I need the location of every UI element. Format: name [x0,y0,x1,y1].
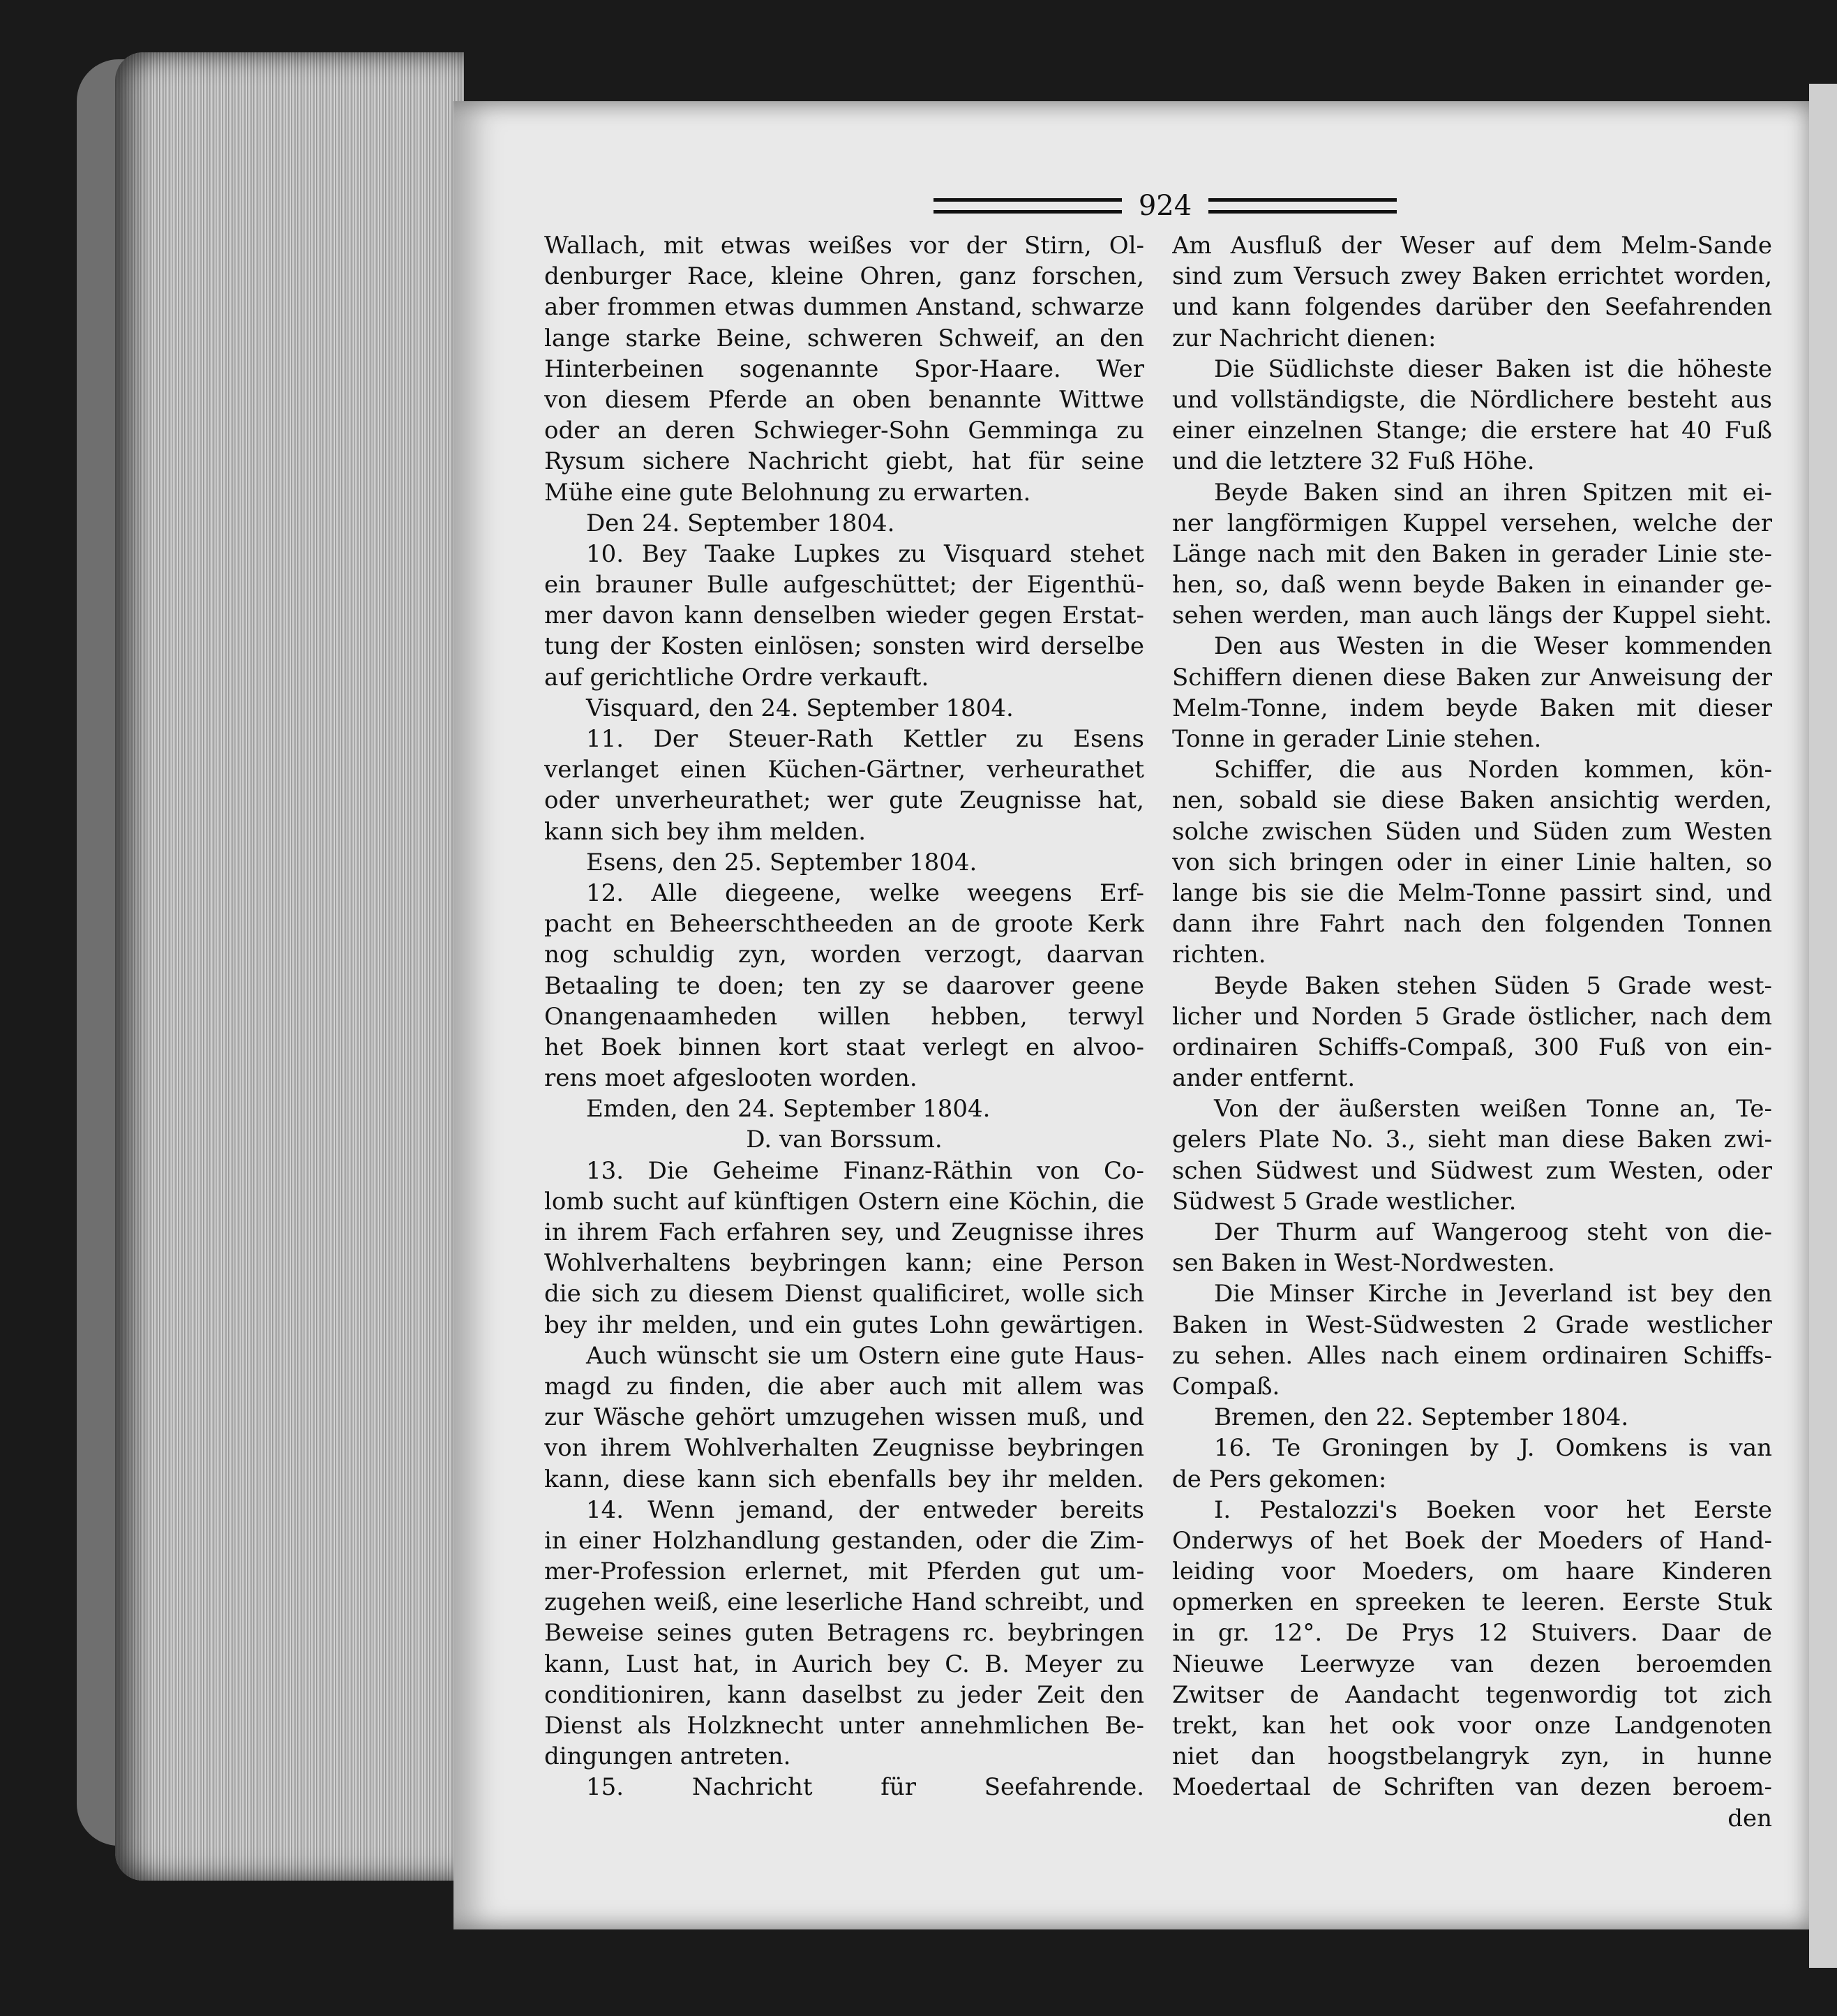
text-line: Rysum sichere Nachricht giebt, hat für seine [544,447,1144,476]
text-line: solche zwischen Süden und Süden zum Westen [1172,817,1772,846]
text-line: und vollständigste, die Nördlichere besteht aus [1172,385,1772,414]
text-line: lange starke Beine, schweren Schweif, an den [544,324,1144,352]
text-line: Länge nach mit den Baken in gerader Linie ste- [1172,539,1772,568]
text-line: lomb sucht auf künftigen Ostern eine Köchin, die [544,1187,1144,1216]
text-line: Betaaling te doen; ten zy se daarover geene [544,971,1144,1000]
text-line: ner langförmigen Kuppel versehen, welche der [1172,509,1772,537]
text-line: lange bis sie die Melm-Tonne passirt sind, und [1172,879,1772,907]
text-line: einer einzelnen Stange; die erstere hat 40 Fuß [1172,417,1772,445]
text-line: Den aus Westen in die Weser kommenden [1214,632,1772,661]
text-line: Von der äußersten weißen Tonne an, Te- [1214,1095,1772,1123]
text-line: Beyde Baken sind an ihren Spitzen mit ei- [1214,478,1772,507]
right-text-column [1172,230,1772,1834]
text-line: Wohlverhaltens beybringen kann; eine Person [544,1249,1144,1278]
text-line: dingungen antreten. [544,1742,791,1771]
page-edges [115,52,464,1881]
page-number: 924 [1138,190,1192,222]
text-line: ander entfernt. [1172,1064,1356,1093]
text-line: zugehen weiß, eine leserliche Hand schreibt, und [544,1588,1144,1617]
text-line: Die Südlichste dieser Baken ist die höheste [1214,354,1772,383]
text-line: Visquard, den 24. September 1804. [586,694,1014,722]
text-line: schen Südwest und Südwest zum Westen, oder [1172,1156,1772,1185]
text-line: conditioniren, kann daselbst zu jeder Zeit den [544,1680,1144,1709]
text-line: Tonne in gerader Linie stehen. [1172,725,1542,753]
text-line: denburger Race, kleine Ohren, ganz forschen, [544,262,1144,291]
text-line: D. van Borssum. [746,1126,943,1154]
text-line: in einer Holzhandlung gestanden, oder die Zim- [544,1526,1144,1555]
text-line: licher und Norden 5 Grade östlicher, nach dem [1172,1002,1772,1031]
text-line: Die Minser Kirche in Jeverland ist bey den [1214,1280,1772,1308]
text-line: opmerken en spreeken te leeren. Eerste Stuk [1172,1588,1772,1617]
text-line: und kann folgendes darüber den Seefahrenden [1172,293,1772,322]
text-line: 14. Wenn jemand, der entweder bereits [586,1495,1144,1524]
text-line: leiding voor Moeders, om haare Kinderen [1172,1558,1772,1586]
text-line: Onderwys of het Boek der Moeders of Hand- [1172,1526,1772,1555]
left-text-column [544,230,1144,1803]
text-line: von diesem Pferde an oben benannte Wittwe [544,385,1144,414]
text-line: mer-Profession erlernet, mit Pferden gut um- [544,1558,1144,1586]
text-line: nen, sobald sie diese Baken ansichtig werden, [1172,786,1772,815]
text-line: Südwest 5 Grade westlicher. [1172,1187,1517,1216]
text-line: Am Ausfluß der Weser auf dem Melm-Sande [1172,232,1772,260]
text-line: bey ihr melden, und ein gutes Lohn gewärtigen. [544,1311,1144,1339]
text-line: tung der Kosten einlösen; sonsten wird derselbe [544,632,1144,661]
text-line: von sich bringen oder in einer Linie halten, so [1172,848,1772,876]
text-line: 12. Alle diegeene, welke weegens Erf- [586,879,1144,907]
text-line: kann sich bey ihm melden. [544,817,867,846]
text-line: ordinairen Schiffs-Compaß, 300 Fuß von ein- [1172,1033,1772,1061]
text-line: sen Baken in West-Nordwesten. [1172,1249,1555,1278]
text-line: den [1727,1804,1772,1832]
text-line: in gr. 12°. De Prys 12 Stuivers. Daar de [1172,1619,1772,1648]
text-line: Esens, den 25. September 1804. [586,848,977,876]
text-line: die sich zu diesem Dienst qualificiret, wolle sich [544,1280,1144,1308]
text-line: Schiffern dienen diese Baken zur Anweisung der [1172,663,1772,692]
text-line: kann, Lust hat, in Aurich bey C. B. Meyer zu [544,1650,1144,1678]
text-line: zur Wäsche gehört umzugehen wissen muß, und [544,1403,1144,1432]
text-line: Auch wünscht sie um Ostern eine gute Haus- [586,1341,1144,1370]
text-line: dann ihre Fahrt nach den folgenden Tonnen [1172,910,1772,939]
text-line: zur Nachricht dienen: [1172,324,1437,352]
text-line: mer davon kann denselben wieder gegen Erstat- [544,602,1144,630]
text-line: Wallach, mit etwas weißes vor der Stirn, Ol- [544,232,1144,260]
text-line: Onangenaamheden willen hebben, terwyl [544,1002,1144,1031]
text-line: sind zum Versuch zwey Baken errichtet worden, [1172,262,1772,291]
text-line: nog schuldig zyn, worden verzogt, daarvan [544,941,1144,969]
text-line: de Pers gekomen: [1172,1465,1387,1493]
text-line: ein brauner Bulle aufgeschüttet; der Eigenthü- [544,571,1144,599]
text-line: 13. Die Geheime Finanz-Räthin von Co- [586,1156,1144,1185]
text-line: aber frommen etwas dummen Anstand, schwarze [544,293,1144,322]
text-line: oder an deren Schwieger-Sohn Gemminga zu [544,417,1144,445]
text-line: 10. Bey Taake Lupkes zu Visquard stehet [586,539,1144,568]
text-line: Beweise seines guten Betragens rc. beybringen [544,1619,1144,1648]
text-line: richten. [1172,941,1266,969]
text-line: Baken in West-Südwesten 2 Grade westlicher [1172,1311,1772,1339]
text-line: Emden, den 24. September 1804. [586,1095,991,1123]
text-line: verlanget einen Küchen-Gärtner, verheurathet [544,756,1144,784]
text-line: Compaß. [1172,1372,1280,1401]
text-line: 16. Te Groningen by J. Oomkens is van [1214,1434,1772,1463]
text-line: auf gerichtliche Ordre verkauft. [544,663,929,692]
text-line: Nieuwe Leerwyze van dezen beroemden [1172,1650,1772,1678]
text-line: Zwitser de Aandacht tegenwordig tot zich [1172,1680,1772,1709]
text-line: Schiffer, die aus Norden kommen, kön- [1214,756,1772,784]
text-line: zu sehen. Alles nach einem ordinairen Schiffs- [1172,1341,1772,1370]
text-line: Beyde Baken stehen Süden 5 Grade west- [1214,971,1772,1000]
header-rule-left [934,198,1122,214]
text-line: Hinterbeinen sogenannte Spor-Haare. Wer [544,354,1144,383]
text-line: 15. Nachricht für Seefahrende. [586,1773,1144,1802]
text-line: rens moet afgeslooten worden. [544,1064,917,1093]
text-line: het Boek binnen kort staat verlegt en alvoo- [544,1033,1144,1061]
page-header [921,188,1409,223]
text-line: oder unverheurathet; wer gute Zeugnisse hat, [544,786,1144,815]
text-line: trekt, kan het ook voor onze Landgenoten [1172,1712,1772,1740]
text-line: Der Thurm auf Wangeroog steht von die- [1214,1218,1772,1246]
text-line: Dienst als Holzknecht unter annehmlichen Be- [544,1712,1144,1740]
text-line: von ihrem Wohlverhalten Zeugnisse beybringen [544,1434,1144,1463]
text-line: Melm-Tonne, indem beyde Baken mit dieser [1172,694,1772,722]
text-line: hen, so, daß wenn beyde Baken in einander ge- [1172,571,1772,599]
text-line: in ihrem Fach erfahren sey, und Zeugnisse ihres [544,1218,1144,1246]
text-line: Bremen, den 22. September 1804. [1214,1403,1629,1432]
text-line: gelers Plate No. 3., sieht man diese Baken zwi- [1172,1126,1772,1154]
text-line: und die letztere 32 Fuß Höhe. [1172,447,1535,476]
text-line: I. Pestalozzi's Boeken voor het Eerste [1214,1495,1772,1524]
text-line: Mühe eine gute Belohnung zu erwarten. [544,478,1031,507]
text-line: 11. Der Steuer-Rath Kettler zu Esens [586,725,1144,753]
text-line: sehen werden, man auch längs der Kuppel sieht. [1172,602,1772,630]
text-line: Moedertaal de Schriften van dezen beroem- [1172,1773,1772,1802]
text-line: pacht en Beheerschtheeden an de groote Kerk [544,910,1144,939]
text-line: magd zu finden, die aber auch mit allem was [544,1372,1144,1401]
facing-page-edge [1809,84,1837,1968]
text-line: niet dan hoogstbelangryk zyn, in hunne [1172,1742,1772,1771]
text-line: Den 24. September 1804. [586,509,895,537]
header-rule-right [1208,198,1397,214]
text-line: kann, diese kann sich ebenfalls bey ihr melden. [544,1465,1144,1493]
